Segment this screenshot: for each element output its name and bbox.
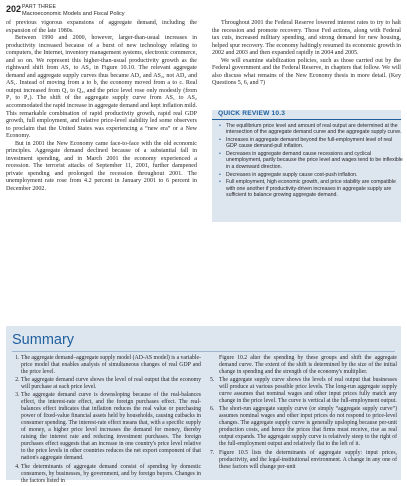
quick-review-item: • Decreases in aggregate supply cause cost-push inflation. <box>226 172 404 178</box>
quick-review-list <box>218 123 404 200</box>
summary-item: 3. The aggregate demand curve is downsloping because of the real-balances effect, the interest-rate effect, and the foreign purchases effect. The real-balances effect indicates that inflation reduces the real value or purchasing power of fixed-value financial assets held by households, causing cutbacks in consumer spending. The interest-rate effect means that, with a specific supply of money, a higher price level increases the demand for money, thereby raising the interest rate and reducing investment purchases. The foreign purchases effect suggests that an increase in one country's price level relative to the price levels in other countries reduces the net export component of that nation's aggregate demand. <box>21 392 201 462</box>
quick-review-header <box>212 110 401 120</box>
summary-item: The short-run aggregate supply curve (or simply “aggregate supply curve”) assumes nominal wages and other input prices do not respond to price-level changes. The aggregate supply curve is generally upsloping because per-unit production costs, and hence the prices that firms must receive, rise as real output expands. The aggregate supply curve is relatively steep to the right of the full-employment output and relatively flat to the left of it. <box>219 406 397 448</box>
summary-title: Summary <box>12 332 75 348</box>
page-number: 202 <box>6 4 22 14</box>
quick-review-item: • Increases in aggregate demand beyond the full-employment level of real GDP cause demand-pull inflation. <box>226 137 404 150</box>
summary-box <box>6 326 401 484</box>
quick-review-item: • Decreases in aggregate demand cause recessions and cyclical unemployment, partly because the price level and wages tend to be inflexible in a downward direction. <box>226 151 404 170</box>
paragraph: Between 1990 and 2000, however, larger-than-usual increases in productivity increased because of a burst of new technology relating to computers, the Internet, inventory management systems, electronic commerce, and so on. We represent this higher-than-usual productivity growth as the rightward shift from AS₁ to AS₂ in Figure 10.10. The relevant aggregate demand and aggregate supply curves thus became AD₂ and AS₂, not AD₂ and AS₁. Instead of moving from a to b, the economy moved from a to c. Real output increased from Q₁ to Q₃, and the price level rose only modestly (from P₁ to P₂). The shift of the aggregate supply curve from AS₁ to AS₂ accommodated the rapid increase in aggregate demand and kept inflation mild. This remarkable combination of rapid productivity growth, rapid real GDP growth, full employment, and relative price-level stability led some observers to proclaim that the United States was experiencing a “new era” or a New Economy. <box>6 35 197 140</box>
paragraph: Throughout 2001 the Federal Reserve lowered interest rates to try to halt the recession and promote recovery. Those Fed actions, along with Federal tax cuts, increased military spending, and strong demand for new housing, helped spur recovery. The economy haltingly resumed its economic growth in 2002 and 2003 and then expanded rapidly in 2004 and 2005. <box>212 20 401 57</box>
paragraph: But in 2001 the New Economy came face-to-face with the old economic principles. Aggregate demand declined because of a substantial fall in investment spending, and in March 2001 the economy experienced a recession. The terrorist attacks of September 11, 2001, further dampened private spending and prolonged the recession throughout 2001. The unemployment rate rose from 4.2 percent in January 2001 to 6 percent in December 2002. <box>6 140 197 193</box>
summary-list-continued <box>210 355 397 471</box>
summary-item: Figure 10.5 lists the determinants of aggregate supply: input prices, productivity, and the legal-institutional environment. A change in any one of these factors will change per-unit <box>219 449 397 470</box>
paragraph: We will examine stabilization policies, such as those carried out by the Federal government and the Federal Reserve, in chapters that follow. We will also discuss what remains of the New Economy thesis in more detail. (Key Questions 5, 6, and 7) <box>212 57 401 87</box>
running-title <box>22 4 125 17</box>
quick-review-rule <box>212 119 401 120</box>
summary-rule <box>12 351 395 352</box>
quick-review-title: QUICK REVIEW 10.3 <box>218 110 286 117</box>
body-column-left <box>6 20 197 194</box>
summary-list <box>12 355 201 485</box>
summary-column-right <box>210 355 397 472</box>
body-column-right <box>212 20 401 88</box>
quick-review-item: • The equilibrium price level and amount of real output are determined at the intersection of the aggregate demand curve and the aggregate supply curve. <box>226 123 404 136</box>
part-label: PART THREE <box>22 4 57 10</box>
summary-item: 4. The determinants of aggregate demand consist of spending by domestic consumers, by businesses, by government, and by foreign buyers. Changes in the factors listed in <box>21 464 201 485</box>
summary-item: 2. The aggregate demand curve shows the level of real output that the economy will purchase at each price level. <box>21 377 201 391</box>
summary-item: 1. The aggregate demand–aggregate supply model (AD-AS model) is a variable-price model that enables analysis of simultaneous changes of real GDP and the price level. <box>21 355 201 376</box>
summary-item: The aggregate supply curve shows the levels of real output that businesses will produce at various possible price levels. The long-run aggregate supply curve assumes that nominal wages and other input prices fully match any change in the price level. The curve is vertical at the full-employment output. <box>219 377 397 405</box>
summary-item-continuation: Figure 10.2 alter the spending by these groups and shift the aggregate demand curve. The extent of the shift is determined by the size of the initial change in spending and the strength of the economy's multiplier. <box>219 355 397 375</box>
book-title: Macroeconomic Models and Fiscal Policy <box>22 10 125 17</box>
quick-review-item: • Full employment, high economic growth, and price stability are compatible with one another if productivity-driven increases in aggregate supply are sufficient to balance growing aggregate demand. <box>226 179 404 198</box>
quick-review-box <box>212 110 401 222</box>
paragraph: of previous vigorous expansions of aggregate demand, including the expansion of the late 1980s. <box>6 20 197 34</box>
summary-column-left <box>12 355 201 486</box>
